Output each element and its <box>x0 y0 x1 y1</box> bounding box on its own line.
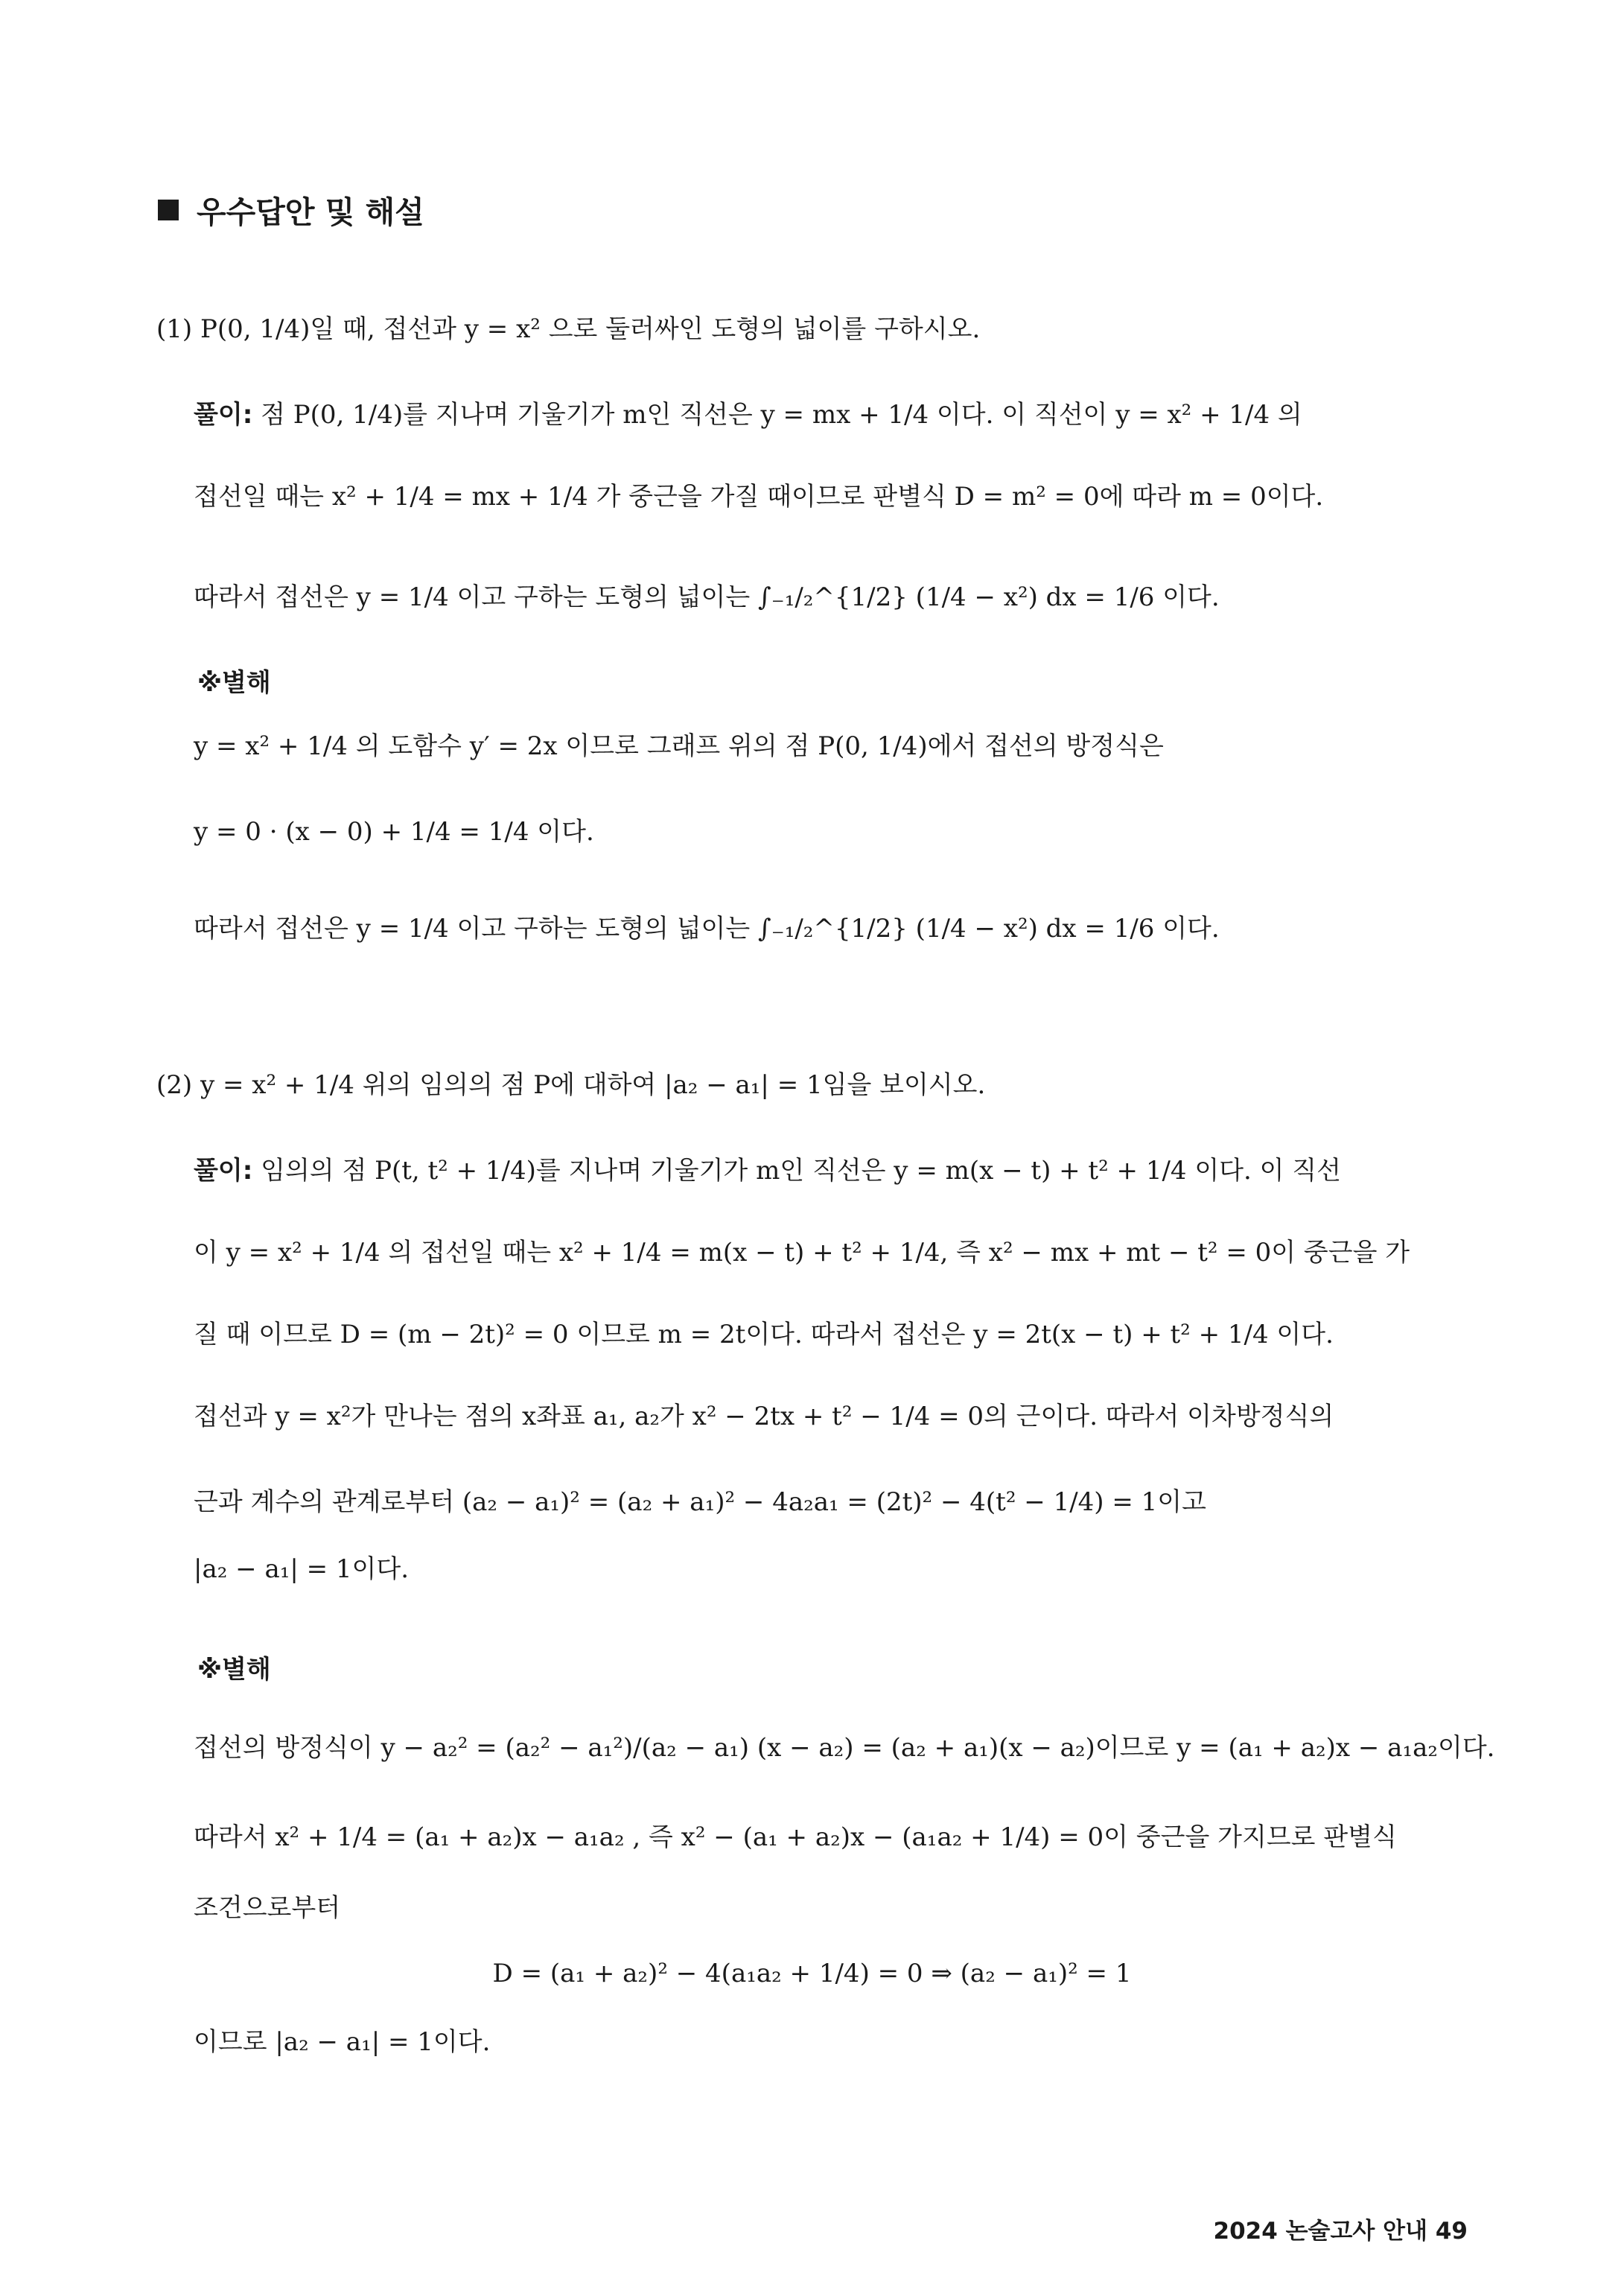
alternative-1-line-2: y = 0 · (x − 0) + 1/4 = 1/4 이다. <box>194 817 594 847</box>
alternative-2-display-equation: D = (a₁ + a₂)² − 4(a₁a₂ + 1/4) = 0 ⇒ (a₂ − a₁)² = 1 <box>492 1959 1132 1988</box>
solution-2-line-6: |a₂ − a₁| = 1이다. <box>194 1554 410 1584</box>
alternative-1-line-1: y = x² + 1/4 의 도함수 y′ = 2x 이므로 그래프 위의 점 P(0, 1/4)에서 접선의 방정식은 <box>194 731 1164 761</box>
alternative-2-line-2: 따라서 x² + 1/4 = (a₁ + a₂)x − a₁a₂ , 즉 x² − (a₁ + a₂)x − (a₁a₂ + 1/4) = 0이 중근을 가지므로 판별식 <box>194 1822 1397 1852</box>
solution-2-line-3: 질 때 이므로 D = (m − 2t)² = 0 이므로 m = 2t이다. 따라서 접선은 y = 2t(x − t) + t² + 1/4 이다. <box>194 1320 1334 1349</box>
alternative-label-2: ※별해 <box>197 1655 271 1685</box>
solution-2-line-2: 이 y = x² + 1/4 의 접선일 때는 x² + 1/4 = m(x − t) + t² + 1/4, 즉 x² − mx + mt − t² = 0이 중근을 가 <box>194 1238 1410 1268</box>
solution-2-line-5: 근과 계수의 관계로부터 (a₂ − a₁)² = (a₂ + a₁)² − 4a₂a₁ = (2t)² − 4(t² − 1/4) = 1이고 <box>194 1487 1206 1517</box>
solution-2-line-4: 접선과 y = x²가 만나는 점의 x좌표 a₁, a₂가 x² − 2tx + t² − 1/4 = 0의 근이다. 따라서 이차방정식의 <box>194 1402 1334 1431</box>
alternative-2-line-1: 접선의 방정식이 y − a₂² = (a₂² − a₁²)/(a₂ − a₁) (x − a₂) = (a₂ + a₁)(x − a₂)이므로 y = (a₁ + a₂)x − a₁a₂이다. <box>194 1733 1495 1763</box>
solution-1-line-2: 접선일 때는 x² + 1/4 = mx + 1/4 가 중근을 가질 때이므로 판별식 D = m² = 0에 따라 m = 0이다. <box>194 482 1324 512</box>
solution-2-text-1: 임의의 점 P(t, t² + 1/4)를 지나며 기울기가 m인 직선은 y = m(x − t) + t² + 1/4 이다. 이 직선 <box>261 1156 1341 1186</box>
solution-label: 풀이: <box>194 400 253 430</box>
solution-1-text-1: 점 P(0, 1/4)를 지나며 기울기가 m인 직선은 y = mx + 1/4 이다. 이 직선이 y = x² + 1/4 의 <box>261 400 1302 430</box>
question-1: (1) P(0, 1/4)일 때, 접선과 y = x² 으로 둘러싸인 도형의 넓이를 구하시오. <box>156 314 981 344</box>
section-heading <box>158 188 424 232</box>
alternative-2-line-3: 조건으로부터 <box>194 1893 341 1923</box>
question-2: (2) y = x² + 1/4 위의 임의의 점 P에 대하여 |a₂ − a₁| = 1임을 보이시오. <box>156 1070 986 1100</box>
solution-1-line-1 <box>194 400 1302 430</box>
page-footer: 2024 논술고사 안내 49 <box>1213 2218 1468 2245</box>
solution-label: 풀이: <box>194 1156 253 1186</box>
solution-2-line-1 <box>194 1156 1341 1186</box>
square-bullet-icon <box>158 200 179 220</box>
section-heading-text: 우수답안 및 해설 <box>197 194 424 230</box>
alternative-label-1: ※별해 <box>197 668 271 698</box>
solution-1-line-3: 따라서 접선은 y = 1/4 이고 구하는 도형의 넓이는 ∫₋₁/₂^{1/2} (1/4 − x²) dx = 1/6 이다. <box>194 582 1220 612</box>
alternative-2-line-4: 이므로 |a₂ − a₁| = 1이다. <box>194 2027 491 2057</box>
alternative-1-line-3: 따라서 접선은 y = 1/4 이고 구하는 도형의 넓이는 ∫₋₁/₂^{1/2} (1/4 − x²) dx = 1/6 이다. <box>194 914 1220 944</box>
